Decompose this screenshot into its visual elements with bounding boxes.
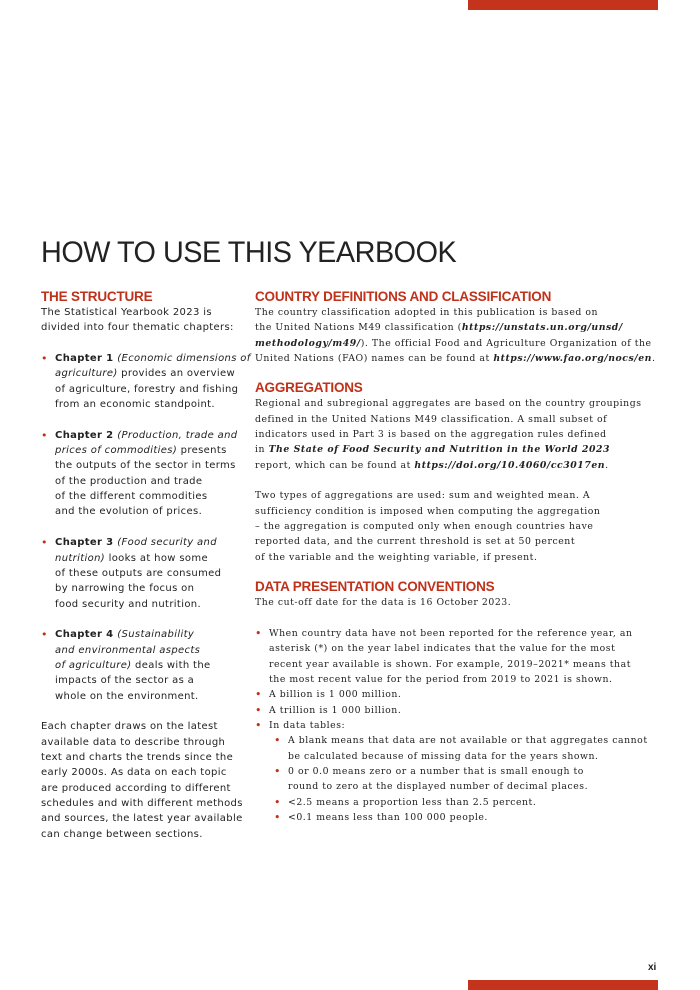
bullet-item-line [255,810,665,825]
text-run: The Statistical Yearbook 2023 is [41,307,212,318]
text-run: defined in the United Nations M49 classification. A small subset of [255,413,608,425]
emphasis-text: https://unstats.un.org/unsd/ [461,322,623,334]
bullet-item-line [255,703,665,718]
bold-text: Chapter 4 [55,629,118,641]
text-run: sufficiency condition is imposed when computing the aggregation [255,505,601,517]
text-line [41,581,246,596]
text-line [255,412,665,427]
text-run: deals with the [131,659,211,671]
top-accent-bar [468,0,658,10]
text-line [41,397,246,412]
italic-text: (Food security and [117,537,217,549]
bullet-item-line [255,687,665,702]
text-run: of agriculture, forestry and fishing [55,383,239,395]
bullet-item-line [41,428,246,443]
text-line [255,427,665,442]
italic-text: (Production, trade and [117,429,238,441]
bullet-item-line [255,733,665,748]
text-line [41,719,246,734]
text-run: United Nations (FAO) names can be found at [255,353,494,365]
text-run: Regional and subregional aggregates are based on the country groupings [255,398,642,410]
text-run: Two types of aggregations are used: sum and weighted mean. A [255,490,591,502]
bullet-item-line [41,627,246,642]
text-line [255,320,665,335]
text-run: available data to describe through [41,736,226,748]
text-run: A blank means that data are not available or that aggregates cannot [288,735,648,747]
text-line [41,827,246,842]
text-line [41,765,246,780]
text-run: report, which can be found at [255,459,415,471]
text-line [255,351,665,366]
text-run: divided into four thematic chapters: [41,322,234,334]
bold-text: Chapter 3 [55,537,118,549]
text-run: presents [177,445,227,457]
text-run: provides an overview [117,368,236,380]
italic-text: agriculture) [55,368,118,380]
bullet-icon: • [274,795,282,809]
text-line [255,473,665,488]
text-run: and sources, the latest year available [41,813,243,825]
bullet-icon: • [274,764,282,778]
bullet-icon: • [41,352,48,366]
text-line [255,611,665,626]
text-line [41,643,246,658]
text-run: ). The official Food and Agriculture Organization of the [360,337,652,349]
italic-text: nutrition) [55,552,106,564]
text-line [41,320,246,335]
text-run: are produced according to different [41,782,231,794]
bullet-item-line [255,795,665,810]
text-line [41,489,246,504]
section-heading: AGGREGATIONS [255,380,363,396]
text-line [41,689,246,704]
text-line [41,673,246,688]
bullet-icon: • [41,536,48,550]
text-run: whole on the environment. [55,690,199,702]
text-run: Each chapter draws on the latest [41,721,218,733]
text-line [41,412,246,427]
text-line [255,779,665,794]
text-run: <2.5 means a proportion less than 2.5 percent. [288,796,537,808]
bullet-icon: • [41,428,48,442]
bullet-icon: • [255,703,263,717]
bold-text: Chapter 2 [55,429,118,441]
text-line [255,749,665,764]
text-run: A billion is 1 000 million. [269,689,402,701]
emphasis-text: https://www.fao.org/nocs/en [493,353,652,365]
text-line [41,336,246,351]
text-line [255,396,665,411]
bullet-item-line [255,764,665,779]
text-run: and the evolution of prices. [55,506,203,518]
bullet-icon: • [274,810,282,824]
bullet-item-line [255,718,665,733]
text-run: recent year available is shown. For example, 2019–2021* means that [269,658,631,670]
page-title: HOW TO USE THIS YEARBOOK [41,236,457,269]
text-run: asterisk (*) on the year label indicates that the value for the most [269,643,616,655]
text-run: A trillion is 1 000 billion. [269,704,402,716]
section-heading: COUNTRY DEFINITIONS AND CLASSIFICATION [255,289,552,304]
text-line [41,796,246,811]
text-line [41,658,246,673]
text-line [41,443,246,458]
text-run: the United Nations M49 classification ( [255,322,462,334]
bullet-icon: • [41,628,48,642]
text-line [255,595,665,610]
bottom-accent-bar [468,980,658,990]
text-run: in [255,444,269,456]
left-column [41,288,251,842]
bullet-item-line [41,535,246,550]
text-line [41,566,246,581]
text-line [41,735,246,750]
text-run: <0.1 means less than 100 000 people. [288,811,488,823]
text-line [41,305,246,320]
text-run: of the variable and the weighting variable, if present. [255,551,538,563]
italic-text: (Sustainability [117,629,195,641]
bold-text: Chapter 1 [55,353,118,365]
text-line [255,672,665,687]
text-line [41,458,246,473]
right-column [255,288,665,825]
text-run: from an economic standpoint. [55,399,215,411]
bullet-icon: • [274,734,282,748]
text-line [41,781,246,796]
text-line [255,336,665,351]
text-run: impacts of the sector as a [55,675,195,687]
emphasis-text: The State of Food Security and Nutrition in the World 2023 [268,444,611,456]
bullet-icon: • [255,626,263,640]
text-line [41,704,246,719]
text-run: When country data have not been reported for the reference year, an [269,627,633,639]
text-line [41,474,246,489]
text-line [255,305,665,320]
text-run: by narrowing the focus on [55,583,195,595]
italic-text: and environmental aspects [55,644,201,656]
text-run: food security and nutrition. [55,598,202,610]
text-line [41,612,246,627]
text-line [41,597,246,612]
text-run: . [652,353,656,365]
text-line [41,366,246,381]
emphasis-text: https://doi.org/10.4060/cc3017en [414,459,606,471]
emphasis-text: methodology/m49/ [255,337,361,349]
text-run: The country classification adopted in this publication is based on [255,307,599,318]
text-line [255,534,665,549]
bullet-icon: • [255,718,263,732]
text-line [41,811,246,826]
text-line [255,550,665,565]
section-heading: THE STRUCTURE [41,289,153,304]
text-run: of the different commodities [55,491,208,503]
text-line [255,442,665,457]
text-run: indicators used in Part 3 is based on the aggregation rules defined [255,429,607,441]
text-run: The cut-off date for the data is 16 October 2023. [255,597,512,609]
bullet-icon: • [255,688,263,702]
text-line [255,519,665,534]
text-run: the outputs of the sector in terms [55,460,236,472]
italic-text: prices of commodities) [55,445,178,457]
text-line [41,382,246,397]
text-run: In data tables: [269,719,346,731]
bullet-item-line [41,351,251,366]
text-line [41,750,246,765]
text-run: of these outputs are consumed [55,567,222,579]
text-run: the most recent value for the period from 2019 to 2021 is shown. [269,673,613,685]
text-run: schedules and with different methods [41,798,243,809]
text-line [41,504,246,519]
text-line [255,458,665,473]
text-line [255,641,665,656]
bullet-item-line [255,626,665,641]
text-run: reported data, and the current threshold is set at 50 percent [255,536,576,548]
italic-text: (Economic dimensions of [117,353,251,365]
text-run: text and charts the trends since the [41,751,234,763]
text-run: of the production and trade [55,475,203,487]
text-run: early 2000s. As data on each topic [41,767,227,779]
text-line [41,551,246,566]
text-line [41,520,246,535]
text-run: round to zero at the displayed number of decimal places. [288,781,589,793]
text-line [255,657,665,672]
section-heading: DATA PRESENTATION CONVENTIONS [255,579,495,595]
text-run: 0 or 0.0 means zero or a number that is small enough to [288,765,584,777]
page-number: xi [648,962,657,973]
text-run: be calculated because of missing data for the years shown. [288,750,599,762]
text-run: can change between sections. [41,828,203,840]
text-line [255,504,665,519]
text-line [255,488,665,503]
text-run: – the aggregation is computed only when enough countries have [255,521,594,533]
italic-text: of agriculture) [55,659,132,671]
text-run: . [605,459,609,471]
text-run: looks at how some [105,552,208,564]
